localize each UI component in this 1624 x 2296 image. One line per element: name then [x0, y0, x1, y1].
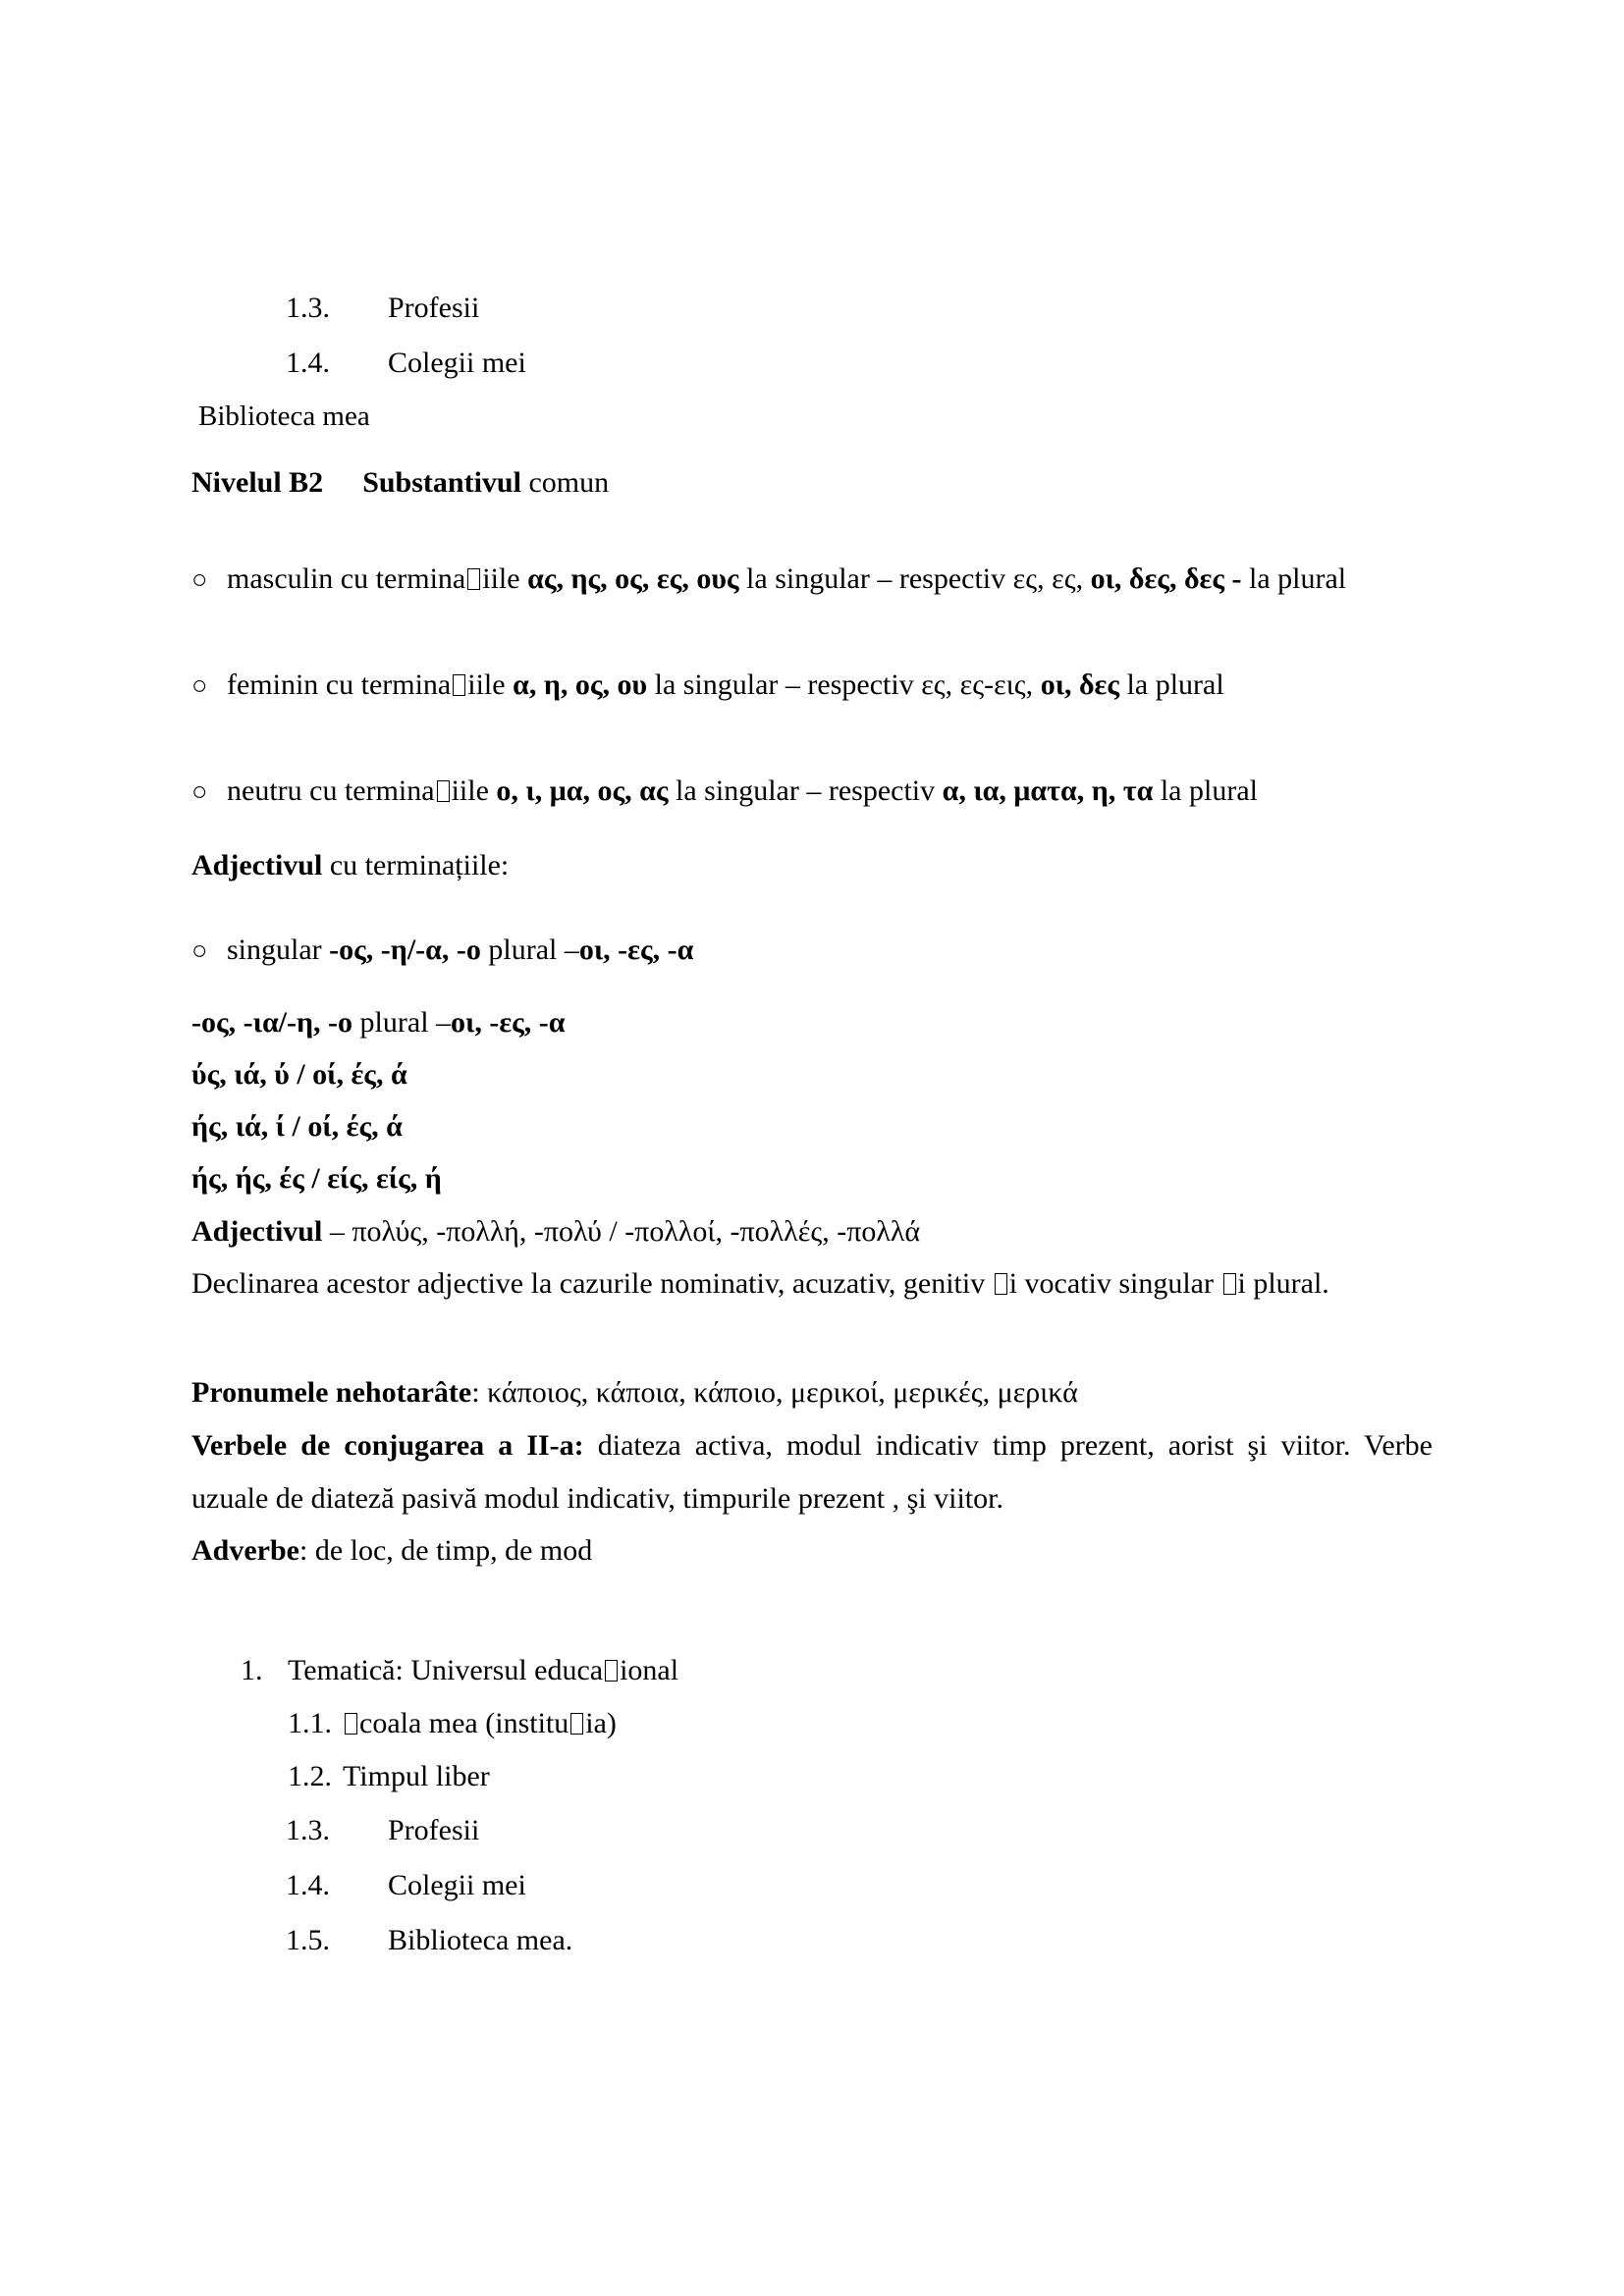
list-item: 1.2. Timpul liber [288, 1760, 490, 1792]
adjective-form-line: ής, ής, ές / είς, είς, ή [191, 1162, 442, 1195]
missing-glyph-icon [605, 1660, 618, 1682]
level-heading: Nivelul B2 Substantivul comun [191, 466, 610, 499]
adverbs-line: Adverbe: de loc, de timp, de mod [191, 1534, 593, 1567]
adjective-bullet: ○ singular -ος, -η/-α, -ο plural –οι, -ες, -α [191, 934, 694, 966]
adjective-form-line: -ος, -ια/-η, -ο plural –οι, -ες, -α [191, 1006, 566, 1039]
noun-bullet-feminine: ○ feminin cu termina iile α, η, ος, ου la singular – respectiv ες, ες-εις, οι, δες la plural [191, 668, 1224, 701]
circle-bullet-icon: ○ [191, 935, 208, 965]
list-item: 1.5. Biblioteca mea. [286, 1924, 573, 1956]
declension-line: Declinarea acestor adjective la cazurile nominativ, acuzativ, genitiv i vocativ singular i plural. [191, 1267, 1329, 1300]
adjective-heading: Adjectivul cu terminațiile: [191, 849, 510, 881]
circle-bullet-icon: ○ [191, 776, 208, 806]
adjective-poly-line: Adjectivul – πολύς, -πολλή, -πολύ / -πολλοί, -πολλές, -πολλά [191, 1215, 921, 1248]
noun-bullet-masculine: ○ masculin cu termina iile ας, ης, ος, ες, ους la singular – respectiv ες, ες, οι, δες, δες - la plural [191, 562, 1347, 595]
verbs-line: Verbele de conjugarea a II-a: diateza activa, modul indicativ timp prezent, aorist şi viitor. Verbe [191, 1429, 1433, 1462]
missing-glyph-icon [570, 1713, 583, 1735]
list-item: 1.4. Colegii mei [286, 1869, 526, 1901]
list-item: 1.4. Colegii mei [286, 347, 526, 379]
adjective-form-line: ύς, ιά, ύ / οί, ές, ά [191, 1058, 407, 1091]
adjective-form-line: ής, ιά, ί / οί, ές, ά [191, 1110, 403, 1143]
circle-bullet-icon: ○ [191, 670, 208, 700]
top-extra-line: Biblioteca mea [198, 400, 370, 432]
missing-glyph-icon [453, 674, 465, 696]
missing-glyph-icon [467, 568, 480, 590]
verbs-line-continued: uzuale de diateză pasivă modul indicativ, timpurile prezent , şi viitor. [191, 1482, 1003, 1515]
theme-heading: 1. Tematică: Universul educa ional [241, 1654, 679, 1686]
missing-glyph-icon [345, 1713, 357, 1735]
list-item: 1.3. Profesii [286, 292, 480, 324]
list-item: 1.3. Profesii [286, 1814, 480, 1846]
noun-bullet-neuter: ○ neutru cu termina iile ο, ι, μα, ος, ας la singular – respectiv α, ια, ματα, η, τα la plural [191, 774, 1258, 807]
list-item: 1.1. coala mea (institu ia) [288, 1707, 617, 1739]
missing-glyph-icon [1223, 1273, 1236, 1295]
circle-bullet-icon: ○ [191, 564, 208, 594]
missing-glyph-icon [995, 1273, 1007, 1295]
missing-glyph-icon [437, 780, 450, 802]
pronouns-line: Pronumele nehotarâte: κάποιος, κάποια, κάποιο, μερικοί, μερικές, μερικά [191, 1376, 1078, 1409]
